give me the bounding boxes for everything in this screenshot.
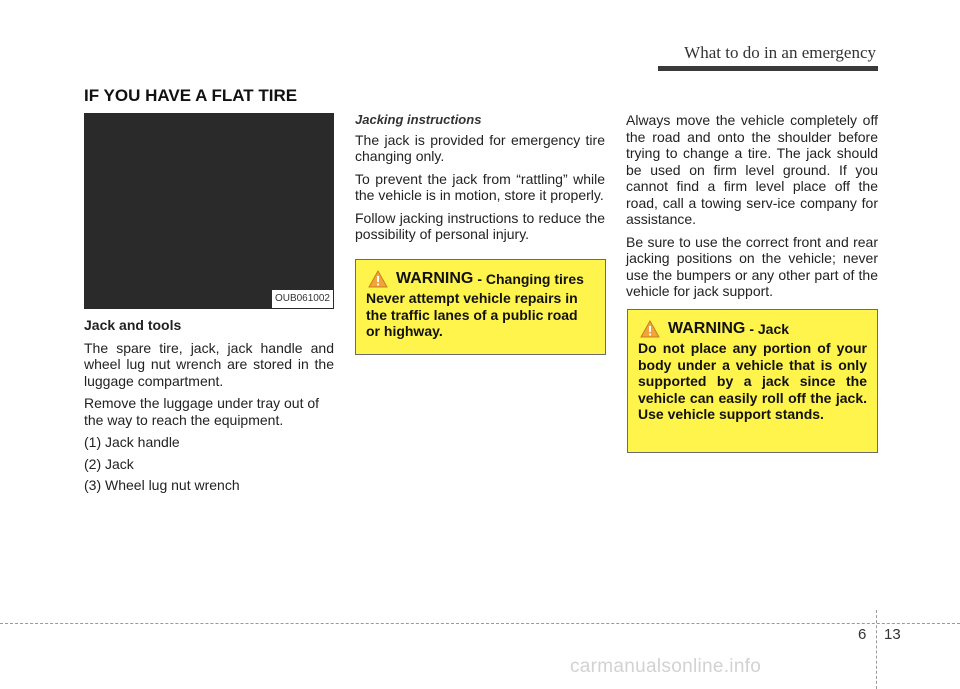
list-item: (3) Wheel lug nut wrench [84, 477, 240, 493]
warning-body: Never attempt vehicle repairs in the traffic lanes of a public road or highway. [366, 290, 578, 339]
warning-subject: - Jack [749, 321, 790, 337]
jacking-positions-paragraph: Be sure to use the correct front and rear jacking positions on the vehicle; never use the bumpers or any other part of the vehicle for jack support. [626, 233, 878, 299]
warning-triangle-icon [640, 320, 660, 338]
tray-paragraph: Remove the luggage under tray out of the way to reach the equipment. [84, 395, 320, 428]
header-rule [658, 66, 878, 71]
warning-triangle-icon [368, 270, 388, 288]
warning-title [366, 270, 595, 288]
watermark: carmanualsonline.info [570, 656, 762, 677]
column-right [626, 112, 878, 306]
warning-box-jack [627, 309, 878, 453]
warning-word: WARNING [668, 320, 746, 337]
list-item: (2) Jack [84, 455, 134, 472]
column-middle [355, 112, 605, 249]
warning-title [638, 320, 867, 338]
move-vehicle-paragraph: Always move the vehicle completely off the road and onto the shoulder before trying to change a tire. The jack should be used on firm level ground. If you cannot find a firm level place off the road, call a towing serv-ice company for assistance. [626, 112, 878, 227]
warning-body: Do not place any portion of your body under a vehicle that is only supported by a jack since the vehicle can easily roll off the jack. Use vehicle support stands. [638, 340, 867, 422]
page-rule [0, 623, 960, 624]
jack-purpose-paragraph: The jack is provided for emergency tire changing only. [355, 131, 605, 164]
section-header: What to do in an emergency [684, 43, 876, 62]
rattling-paragraph: To prevent the jack from “rattling” while the vehicle is in motion, store it properly. [355, 170, 605, 203]
page-number: 13 [884, 626, 901, 643]
page-divider [876, 610, 877, 689]
jacking-instructions-heading: Jacking instructions [355, 112, 482, 127]
page-title: IF YOU HAVE A FLAT TIRE [84, 86, 298, 105]
storage-paragraph: The spare tire, jack, jack handle and wheel lug nut wrench are stored in the luggage compartment. [84, 339, 334, 389]
chapter-number: 6 [858, 626, 867, 643]
warning-word: WARNING [396, 270, 474, 287]
warning-box-changing-tires [355, 259, 606, 355]
jack-tools-photo [84, 113, 334, 309]
warning-subject: - Changing tires [477, 271, 584, 287]
list-item: (1) Jack handle [84, 434, 180, 450]
column-left [84, 113, 334, 499]
injury-paragraph: Follow jacking instructions to reduce the possibility of personal injury. [355, 209, 605, 242]
jack-tools-heading: Jack and tools [84, 317, 182, 333]
image-code: OUB061002 [272, 290, 333, 309]
